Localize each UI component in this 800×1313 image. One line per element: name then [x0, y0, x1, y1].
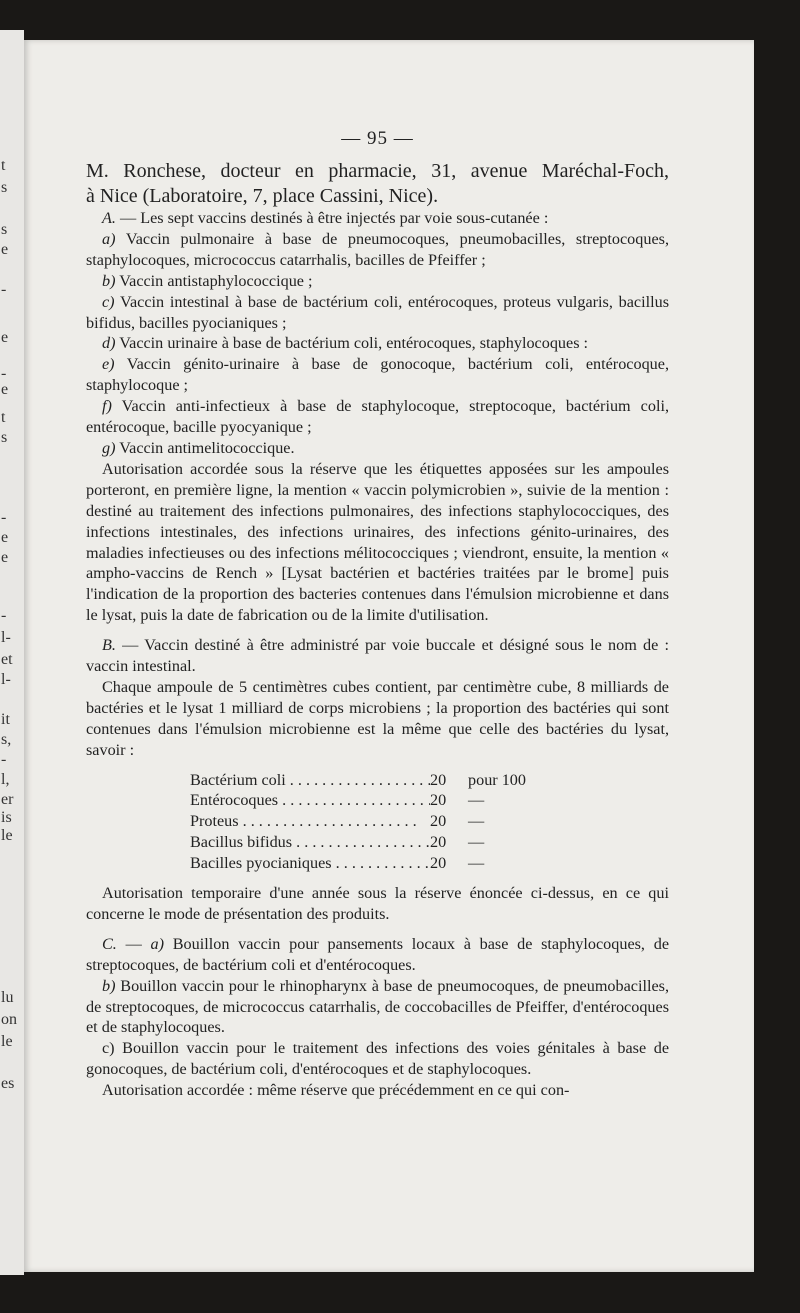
prev-fragment: it: [1, 711, 10, 728]
paragraph-text: — Vaccin destiné à être administré par voie buccale et désigné sous le nom de : vaccin intestinal.: [86, 636, 669, 676]
item-text: Vaccin intestinal à base de bactérium coli, entérocoques, proteus vulgaris, bacillus bifidus, bacilles pyocianiques ;: [86, 292, 669, 332]
table-row: [190, 770, 550, 791]
previous-page-edge: [0, 30, 24, 1275]
item-letter: d): [102, 334, 116, 353]
table-row: [190, 832, 550, 853]
item-text: Vaccin anti-infectieux à base de staphylocoque, streptocoque, bactérium coli, entérocoque, bacille pyocyanique ;: [86, 397, 669, 437]
section-b-composition: Chaque ampoule de 5 centimètres cubes contient, par centimètre cube, 8 milliards de bactéries et le lysat 1 milliard de corps microbiens ; la proportion des bactéries qui sont contenues dans l'émulsion microbienne est la même que celle des bactéries du lysat, savoir :: [86, 677, 669, 759]
prev-fragment: e: [1, 549, 9, 566]
list-item: [86, 333, 669, 354]
row-name: Bacilles pyocianiques . . .: [190, 853, 430, 874]
row-unit: —: [468, 833, 485, 852]
row-value: 20: [430, 770, 447, 789]
prev-fragment: le: [1, 827, 13, 844]
item-text: Bouillon vaccin pour pansements locaux à base de staphylocoques, de streptocoques, de bactérium coli et d'entérocoques.: [86, 934, 670, 974]
prev-fragment: s: [1, 221, 8, 238]
section-a-authorization: Autorisation accordée sous la réserve que les étiquettes apposées sur les ampoules porteront, en première ligne, la mention « vaccin polymicrobien », suivie de la mention : destiné au traitement des infections pulmonaires, des infections staphylococciques, des infections intestinales, des infections urinaires, des infections génito-urinaires, des maladies infectieuses ou des infections mélitococciques ; viendront, ensuite, la mention « ampho-vaccins de Rench » [Lysat bactérien et bactéries traitées par le brome] puis l'indication de la proportion des bacteries contenues dans l'émulsion microbienne et dans le lysat, puis la date de fabrication ou de la limite d'utilisation.: [86, 459, 669, 625]
prev-fragment: s: [1, 179, 8, 196]
list-item: [86, 292, 669, 334]
table-row: [190, 811, 550, 832]
list-item: [86, 271, 669, 292]
list-item: [86, 438, 669, 459]
item-text: Vaccin urinaire à base de bactérium coli, entérocoques, staphylocoques :: [115, 334, 589, 353]
prev-fragment: et: [1, 651, 13, 668]
composition-table: [190, 770, 550, 874]
prev-fragment: le: [1, 1033, 13, 1050]
item-text: Vaccin génito-urinaire à base de gonocoque, bactérium coli, entérocoque, staphylocoque ;: [86, 355, 669, 395]
row-unit: pour 100: [468, 770, 526, 789]
item-letter: b): [102, 271, 116, 290]
item-letter: f): [102, 397, 112, 416]
prev-fragment: t: [1, 157, 6, 174]
document-body: [86, 208, 669, 1101]
section-b-intro: [86, 635, 669, 677]
row-value: 20: [430, 854, 447, 873]
prev-fragment: l-: [1, 671, 11, 688]
section-letter: C.: [102, 934, 117, 953]
prev-fragment: on: [1, 1011, 17, 1028]
item-text: Vaccin antimelitococcique.: [115, 438, 295, 457]
row-name: Entérocoques . . .: [190, 790, 430, 811]
prev-fragment: e: [1, 329, 9, 346]
prev-fragment: es: [1, 1075, 15, 1092]
section-c-item-a: [86, 934, 669, 976]
prev-fragment: -: [1, 281, 7, 298]
item-letter: b): [102, 976, 116, 995]
section-letter: A.: [102, 209, 116, 227]
section-c-item-c: [86, 1038, 669, 1080]
header-line-2: à Nice (Laboratoire, 7, place Cassini, Nice).: [86, 185, 439, 207]
item-letter: g): [102, 438, 116, 457]
row-value: 20: [430, 812, 447, 831]
prev-fragment: l,: [1, 771, 10, 788]
row-name: Bacillus bifidus . . .: [190, 832, 430, 853]
prev-fragment: s: [1, 429, 8, 446]
prev-fragment: e: [1, 529, 9, 546]
item-text: Vaccin antistaphylococcique ;: [115, 271, 313, 290]
row-unit: —: [468, 812, 485, 831]
document-page: [24, 40, 754, 1272]
prev-fragment: s,: [1, 731, 12, 748]
prev-fragment: l-: [1, 629, 11, 646]
prev-fragment: er: [1, 791, 14, 808]
paragraph-text: — Les sept vaccins destinés à être injectés par voie sous-cutanée :: [115, 209, 549, 227]
list-item: [86, 354, 669, 396]
prev-fragment: t: [1, 409, 6, 426]
prev-fragment: is: [1, 809, 12, 826]
item-text: Bouillon vaccin pour le traitement des infections des voies génitales à base de gonocoques, de bactérium coli, d'entérocoques et de staphylocoques.: [86, 1039, 669, 1079]
prev-fragment: -: [1, 365, 7, 382]
row-value: 20: [430, 833, 447, 852]
section-c-authorization: Autorisation accordée : même réserve que précédemment en ce qui con-: [102, 1081, 570, 1100]
table-row: [190, 853, 550, 874]
item-letter: e): [102, 355, 115, 374]
item-letter: c): [102, 1039, 115, 1058]
section-c-item-b: [86, 976, 669, 1039]
prev-fragment: e: [1, 241, 9, 258]
prev-fragment: -: [1, 509, 7, 526]
section-a-intro: [86, 208, 669, 229]
header-line-1: M. Ronchese, docteur en pharmacie, 31, avenue Maréchal-Foch,: [86, 160, 669, 182]
row-unit: —: [468, 791, 485, 810]
separator: —: [116, 934, 151, 953]
header-block: [86, 159, 669, 209]
row-name: Bactérium coli . . .: [190, 770, 430, 791]
section-b-authorization: Autorisation temporaire d'une année sous la réserve énoncée ci-dessus, en ce qui concerne le mode de présentation des produits.: [86, 884, 669, 923]
item-text: Bouillon vaccin pour le rhinopharynx à base de pneumocoques, de pneumobacilles, de streptocoques, de micrococcus catarrhalis, de coccobacilles de Pfeiffer, d'entérocoques et de staphylocoques.: [86, 976, 669, 1037]
row-unit: —: [468, 854, 485, 873]
list-item: [86, 229, 669, 271]
item-letter: c): [102, 292, 115, 311]
item-letter: a): [150, 934, 165, 953]
item-text: Vaccin pulmonaire à base de pneumocoques, pneumobacilles, streptocoques, staphylocoques, micrococcus catarrhalis, bacilles de Pfeiffer ;: [86, 229, 669, 269]
prev-fragment: lu: [1, 989, 14, 1006]
section-letter: B.: [102, 636, 116, 655]
prev-fragment: -: [1, 751, 7, 768]
page-number: — 95 —: [341, 128, 414, 149]
row-name: Proteus . . .: [190, 811, 430, 832]
row-value: 20: [430, 791, 447, 810]
prev-fragment: e: [1, 381, 9, 398]
list-item: [86, 396, 669, 438]
prev-fragment: -: [1, 607, 7, 624]
table-row: [190, 790, 550, 811]
item-letter: a): [102, 229, 116, 248]
